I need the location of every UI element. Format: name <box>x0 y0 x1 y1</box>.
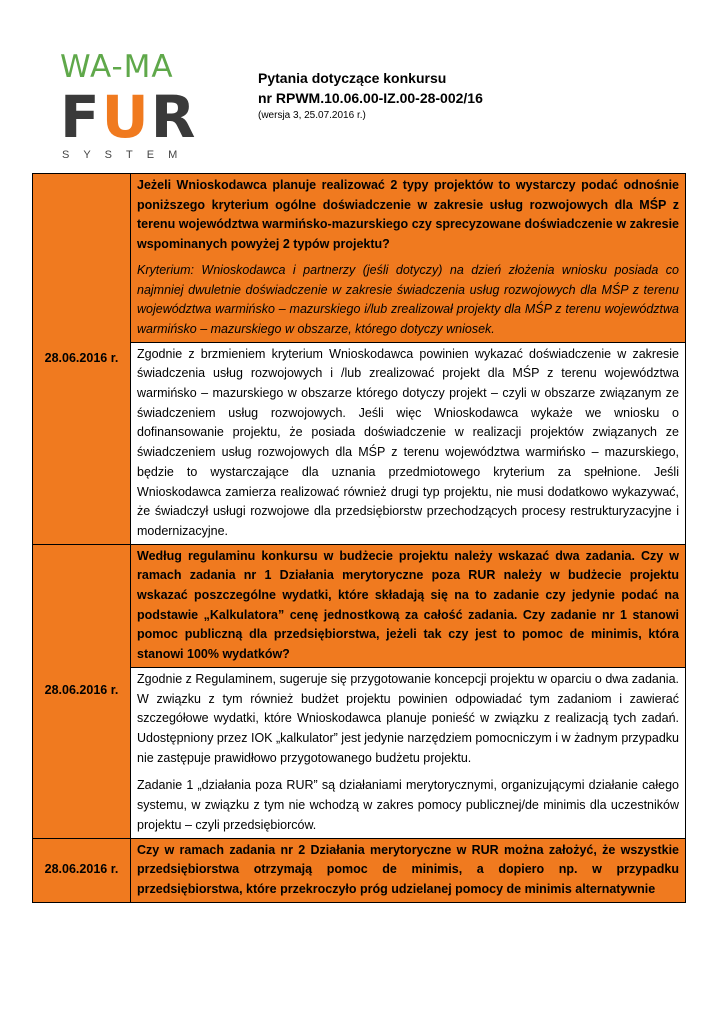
table-row <box>33 342 686 544</box>
question-text: Czy w ramach zadania nr 2 Działania merytoryczne w RUR można założyć, że wszystkie przedsiębiorstwa otrzymają pomoc de minimis, a dopiero np. w przypadku przedsiębiorstwa, które przekroczyło próg udzielanej pomocy de minimis alternatywnie <box>137 842 679 896</box>
question-text: Według regulaminu konkursu w budżecie projektu należy wskazać dwa zadania. Czy w ramach zadania nr 1 Działania merytoryczne poza RUR należy w budżecie projektu wskazać poszczególne wydatki, które składają się na to zadanie czy jedynie podać na podstawie „Kalkulatora” cenę jednostkową za całość zadania. Czy zadanie nr 1 stanowi pomoc publiczną dla przedsiębiorstwa, jeżeli tak czy jest to pomoc de minimis, która stanowi 100% wydatków? <box>137 548 679 662</box>
version-note: (wersja 3, 25.07.2016 r.) <box>258 110 366 121</box>
answer-cell <box>131 342 686 544</box>
question-cell <box>131 838 686 902</box>
answer-text: Zgodnie z brzmieniem kryterium Wnioskodawca powinien wykazać doświadczenie w zakresie świadczenia usług rozwojowych i /lub zrealizować projekt dla MŚP z terenu województwa warmińsko – mazurskiego w obszarze którego dotyczy projekt – czyli w obszarze związanym ze świadczeniem usług rozwojowych. Jeśli więc Wnioskodawca wykaże we wniosku o dofinansowanie projektu, że posiada doświadczenie w realizacji projektów związanych ze świadczeniem usług rozwojowych dla MŚP z terenu województwa warmińsko – mazurskiego, będzie to wystarczające dla uznania przedmiotowego kryterium za spełnione. Jeśli Wnioskodawca zamierza realizować również drugi typ projektu, nie musi dodatkowo wykazywać, że świadczył usługi rozwojowe dla przedsiębiorstw przechodzących procesy restrukturyzacyjne i modernizacyjne. <box>137 346 679 538</box>
question-text: Jeżeli Wnioskodawca planuje realizować 2 typy projektów to wystarczy podać odnośnie poniższego kryterium ogólne doświadczenie w zakresie usług rozwojowych dla MŚP z terenu województwa warmińsko-mazurskiego czy sprecyzowane doświadczenie w zakresie wspominanych powyżej 2 typów projektu? <box>137 178 679 252</box>
table-row <box>33 174 686 343</box>
logo-wama-text: WA-MA <box>60 49 174 85</box>
criterion-text: Kryterium: Wnioskodawca i partnerzy (jeśli dotyczy) na dzień złożenia wniosku posiada co najmniej dwuletnie doświadczenie w zakresie świadczenia usług rozwojowych dla MŚP z terenu województwa warmińsko – mazurskiego i/lub zrealizował projekty dla MŚP z terenu województwa warmińsko – mazurskiego w obszarze, którego dotyczy wniosek. <box>137 262 679 336</box>
logo-system-text: SYSTEM <box>62 149 192 161</box>
answer-text-2: Zadanie 1 „działania poza RUR” są działaniami merytorycznymi, organizującymi działanie całego systemu, w związku z tym nie wchodzą w zakres pomocy publicznej/de minimis dla uczestników projektu – czyli przedsiębiorców. <box>137 778 679 832</box>
document-header <box>258 68 483 121</box>
logo-fur-text: FUR <box>60 83 198 151</box>
row-date: 28.06.2016 r. <box>33 838 131 902</box>
table-row <box>33 667 686 838</box>
answer-cell <box>131 667 686 838</box>
question-cell <box>131 544 686 667</box>
answer-text: Zgodnie z Regulaminem, sugeruje się przygotowanie koncepcji projektu w oparciu o dwa zadania. W związku z tym również budżet projektu powinien odpowiadać tym zadaniom i zawierać szczegółowe wydatki, które Wnioskodawca planuje ponieść w związku z realizacją tych zadań. Udostępniony przez IOK „kalkulator” jest jedynie narzędziem pomocniczym i w żadnym przypadku nie zastępuje prawidłowo przygotowanego budżetu projektu. <box>137 671 679 765</box>
wama-fur-logo <box>56 50 196 168</box>
document-title: Pytania dotyczące konkursu <box>258 70 447 86</box>
table-row <box>33 838 686 902</box>
qa-table <box>32 173 686 903</box>
table-row <box>33 544 686 667</box>
row-date: 28.06.2016 r. <box>33 174 131 545</box>
row-date: 28.06.2016 r. <box>33 544 131 838</box>
question-cell <box>131 174 686 343</box>
competition-number: nr RPWM.10.06.00-IZ.00-28-002/16 <box>258 90 483 106</box>
